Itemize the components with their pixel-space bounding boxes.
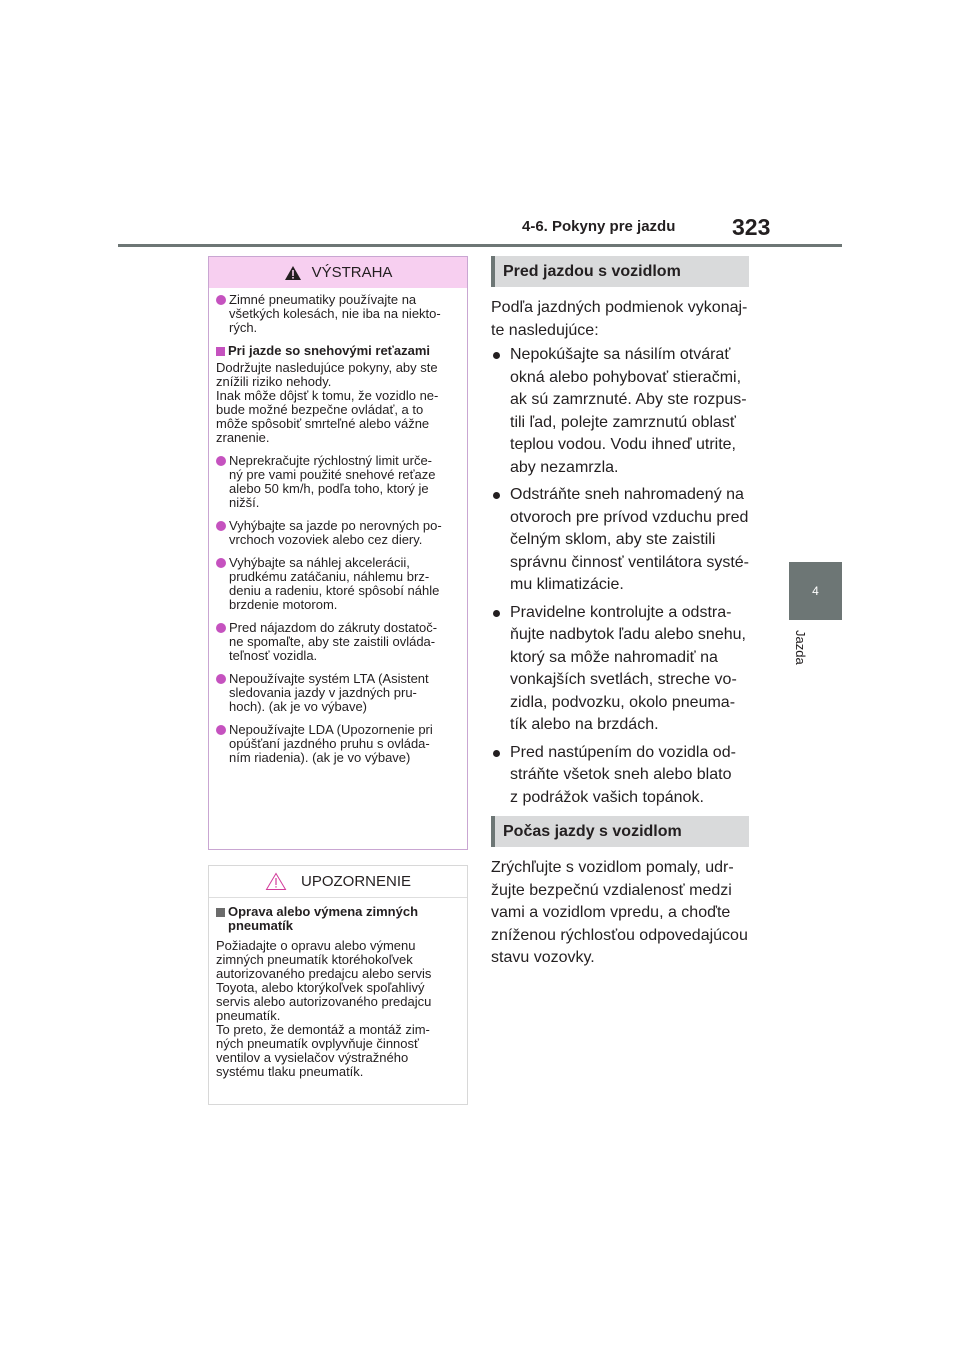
- bullet-icon: [216, 456, 226, 466]
- section-intro: Podľa jazdných podmienok vykonaj- te nasledujúce:: [491, 299, 748, 339]
- bullet-icon: [216, 295, 226, 305]
- list-item: Neprekračujte rýchlostný limit urče- ný pre vami použité snehové reťaze alebo 50 km/h, podľa toho, ktorý je nižší.: [216, 454, 460, 510]
- page-number: 323: [732, 214, 771, 240]
- square-bullet-icon: [216, 347, 225, 356]
- caution-subhead-row: [216, 905, 460, 933]
- list-item: Pravidelne kontrolujte a odstra- ňujte nadbytok ľadu alebo snehu, ktorý sa môže nahromadiť na vonkajších svetlách, streche vo- zidla, podvozku, okolo pneuma- tík alebo na brzdách.: [491, 602, 761, 737]
- bullet-icon: [216, 623, 226, 633]
- warning-subhead: Pri jazde so snehovými reťazami: [228, 343, 431, 358]
- list-item: Nepoužívajte LDA (Upozornenie pri opúšťaní jazdného pruhu s ovláda- ním riadenia). (ak je vo výbave): [216, 723, 460, 765]
- section-title: Počas jazdy s vozidlom: [491, 816, 749, 847]
- warning-triangle-icon: [284, 265, 302, 281]
- bullet-list: [491, 344, 761, 809]
- caution-box: [208, 865, 468, 1105]
- section-text: Zrýchľujte s vozidlom pomaly, udr- žujte bezpečnú vzdialenosť medzi vami a vozidlom vpredu, a choďte zníženou rýchlosťou odpovedajúcou stavu vozovky.: [491, 859, 748, 966]
- chapter-label: Jazda: [793, 630, 808, 665]
- list-item: Pred nájazdom do zákruty dostatoč- ne spomaľte, aby ste zaistili ovláda- teľnosť vozidla.: [216, 621, 460, 663]
- bullet-icon: [216, 725, 226, 735]
- caution-subhead: Oprava alebo výmena zimných pneumatík: [228, 904, 419, 933]
- chapter-tab: 4: [789, 562, 842, 620]
- square-bullet-icon: [216, 908, 225, 917]
- section-header: 4-6. Pokyny pre jazdu: [522, 218, 676, 235]
- bullet-icon: [216, 521, 226, 531]
- section-title: Pred jazdou s vozidlom: [491, 256, 749, 287]
- warning-header: [209, 257, 467, 288]
- list-item: Nepokúšajte sa násilím otvárať okná alebo pohybovať stieračmi, ak sú zamrznuté. Aby ste rozpus- tili ľad, polejte zamrznutú oblasť teplou vodou. Vodu ihneď utrite, aby nezamrzla.: [491, 344, 761, 479]
- caution-text: Požiadajte o opravu alebo výmenu zimných pneumatík ktoréhokoľvek autorizovaného predajcu alebo servis Toyota, alebo ktorýkoľvek spoľahlivý servis alebo autorizovaného predajcu pneumatík. To preto, že demontáž a montáž zim- ných pneumatík ovplyvňuje činnosť ventilov a vysielačov výstražného systému tlaku pneumatík.: [216, 938, 432, 1079]
- caution-triangle-icon: [265, 872, 287, 891]
- bullet-icon: [493, 352, 500, 359]
- bullet-icon: [216, 558, 226, 568]
- warning-subhead-text: Dodržujte nasledujúce pokyny, aby ste znížili riziko nehody. Inak môže dôjsť k tomu, že vozidlo ne- bude možné bezpečne ovládať, a to môže spôsobiť smrteľné alebo vážne zranenie.: [216, 360, 439, 445]
- caution-title: UPOZORNENIE: [300, 873, 411, 890]
- header-rule: [118, 244, 842, 247]
- bullet-icon: [493, 750, 500, 757]
- warning-title: VÝSTRAHA: [311, 264, 393, 281]
- bullet-icon: [216, 674, 226, 684]
- list-item: Nepoužívajte systém LTA (Asistent sledovania jazdy v jazdných pru- hoch). (ak je vo výbave): [216, 672, 460, 714]
- bullet-icon: [493, 492, 500, 499]
- bullet-icon: [493, 610, 500, 617]
- warning-box: [208, 256, 468, 850]
- list-item: Vyhýbajte sa jazde po nerovných po- vrchoch vozoviek alebo cez diery.: [216, 519, 460, 547]
- list-item: Vyhýbajte sa náhlej akcelerácii, prudkému zatáčaniu, náhlemu brz- deniu a radeniu, ktoré spôsobí náhle brzdenie motorom.: [216, 556, 460, 612]
- warning-subhead-row: [216, 344, 460, 358]
- list-item: Zimné pneumatiky používajte na všetkých kolesách, nie iba na niekto- rých.: [216, 293, 460, 335]
- list-item: Odstráňte sneh nahromadený na otvoroch pre prívod vzduchu pred čelným sklom, aby ste zaistili správnu činnosť ventilátora systé- mu klimatizácie.: [491, 484, 761, 597]
- caution-header: [209, 866, 467, 898]
- list-item: Pred nastúpením do vozidla od- stráňte všetok sneh alebo blato z podrážok vašich topánok.: [491, 742, 761, 810]
